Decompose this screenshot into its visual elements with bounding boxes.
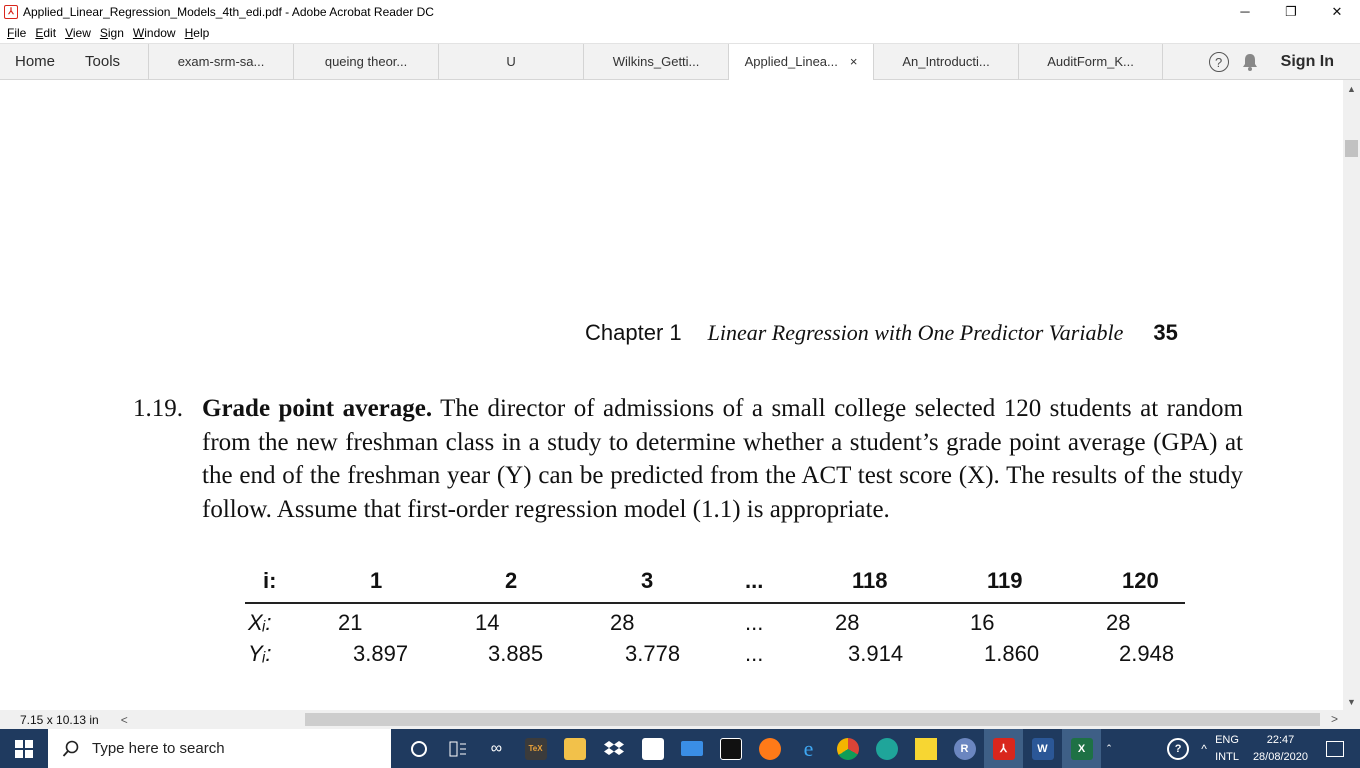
taskbar-search[interactable] (48, 729, 391, 768)
r-icon[interactable]: R (945, 729, 984, 768)
title-bar (0, 0, 1360, 23)
page-number: 35 (1153, 320, 1178, 345)
tab-bar-right (1209, 44, 1360, 80)
close-tab-icon[interactable]: × (849, 54, 858, 69)
running-head-chapter: Chapter 1 (585, 320, 682, 345)
excel-icon[interactable]: X (1062, 729, 1101, 768)
minimize-button[interactable]: ─ (1240, 4, 1250, 19)
input-language[interactable] (1215, 732, 1239, 766)
clock-time: 22:47 (1266, 733, 1295, 746)
doc-tab[interactable] (438, 44, 583, 80)
table-cell: 3.897 (353, 641, 409, 666)
scroll-up-icon[interactable]: ▲ (1347, 83, 1356, 94)
doc-tab[interactable] (148, 44, 293, 80)
doc-tab-label: Applied_Linea... (744, 54, 838, 69)
bell-icon[interactable] (1241, 52, 1259, 72)
doc-tab-active[interactable] (728, 44, 873, 80)
table-header-cell: 3 (641, 568, 654, 593)
document-view[interactable] (0, 80, 1343, 710)
store-icon[interactable] (633, 729, 672, 768)
table-cell: 3.778 (625, 641, 681, 666)
sign-in-button[interactable]: Sign In (1280, 53, 1334, 70)
horizontal-scroll-thumb[interactable] (305, 713, 1320, 726)
acrobat-icon: ⅄ (4, 5, 18, 19)
system-tray (1163, 729, 1360, 768)
table-cell: 3.885 (488, 641, 544, 666)
word-icon[interactable]: W (1023, 729, 1062, 768)
show-hidden-icons-chevron-icon[interactable]: ^ (1201, 741, 1207, 756)
search-icon (62, 740, 80, 758)
search-placeholder: Type here to search (92, 740, 225, 757)
menu-sign[interactable]: Sign (99, 26, 124, 40)
chrome-icon[interactable] (828, 729, 867, 768)
table-header-row (245, 568, 1185, 598)
tab-bar (0, 43, 1360, 80)
doc-tab[interactable] (293, 44, 438, 80)
menu-help[interactable]: Help (184, 26, 210, 40)
help-tray-icon[interactable]: ? (1163, 729, 1193, 768)
doc-tab[interactable] (583, 44, 728, 80)
x-label: Xᵢ: (248, 610, 272, 635)
table-cell: 21 (338, 610, 363, 635)
dropbox-icon[interactable] (594, 729, 633, 768)
doc-tab-label: Wilkins_Getti... (612, 54, 700, 69)
doc-tab-label: AuditForm_K... (1047, 54, 1134, 69)
doc-tab-label: U (506, 54, 516, 69)
table-cell: 28 (610, 610, 635, 635)
doc-tab[interactable] (1018, 44, 1163, 80)
table-header-cell: 1 (370, 568, 383, 593)
windows-start-icon[interactable] (0, 729, 48, 768)
table-header-cell: ... (745, 568, 764, 593)
tab-tools[interactable]: Tools (85, 53, 121, 70)
taskbar (0, 729, 1360, 768)
close-window-button[interactable]: ✕ (1331, 3, 1343, 19)
menu-edit[interactable]: Edit (35, 26, 57, 40)
scroll-down-icon[interactable]: ▼ (1347, 696, 1356, 707)
clock[interactable] (1253, 732, 1308, 766)
table-cell: 1.860 (984, 641, 1040, 666)
menu-file[interactable]: File (7, 26, 27, 40)
menu-view[interactable]: View (65, 26, 91, 40)
help-icon[interactable]: ? (1209, 52, 1229, 72)
scroll-left-icon[interactable]: < (120, 712, 128, 727)
infinity-icon[interactable]: ∞ (490, 739, 503, 757)
menu-window[interactable]: Window (132, 26, 176, 40)
page-size-label: 7.15 x 10.13 in (20, 712, 99, 727)
window-controls (1222, 0, 1360, 23)
doc-tab-label: queing theor... (324, 54, 408, 69)
doc-tab-label: exam-srm-sa... (177, 54, 265, 69)
table-header-cell: 120 (1122, 568, 1159, 593)
restore-button[interactable]: ❐ (1285, 3, 1297, 19)
internet-explorer-icon[interactable]: e (803, 735, 814, 761)
scroll-right-icon[interactable]: > (1330, 712, 1338, 726)
table-cell: ... (745, 641, 764, 666)
window-title: Applied_Linear_Regression_Models_4th_edi.pdf - Adobe Acrobat Reader DC (23, 4, 434, 19)
task-view-icon[interactable] (438, 729, 477, 768)
taskbar-apps (399, 729, 1117, 768)
camera-app-icon[interactable] (711, 729, 750, 768)
page-header (585, 320, 1178, 346)
problem-text: The director of admissions of a small college selected 120 students at random from the new freshman class in a study to determine whether a student’s grade point average (GPA) at the end of the freshman year (Y) can be predicted from the ACT test score (X). The results of the study follow. Assume that first-order regression model (1.1) is appropriate. (202, 395, 1243, 523)
table-header-cell: 118 (852, 568, 888, 593)
problem-body (202, 392, 1243, 526)
table-rule (245, 602, 1185, 604)
table-cell: ... (745, 610, 764, 635)
table-header-cell: 119 (987, 568, 1023, 593)
taskbar-scroll-icon[interactable]: ⌃ (1105, 743, 1113, 753)
tex-app-icon[interactable]: TeX (516, 729, 555, 768)
file-explorer-icon[interactable] (555, 729, 594, 768)
vertical-scroll-thumb[interactable] (1345, 140, 1358, 157)
tab-home[interactable]: Home (15, 53, 56, 70)
table-row-y (245, 641, 1185, 672)
firefox-icon[interactable] (750, 729, 789, 768)
running-head-title: Linear Regression with One Predictor Variable (707, 320, 1124, 345)
table-cell: 14 (475, 610, 500, 635)
table-cell: 28 (1106, 610, 1131, 635)
doc-tab-label: An_Introducti... (902, 54, 990, 69)
status-bar (0, 710, 1360, 729)
vertical-scrollbar[interactable] (1343, 80, 1360, 710)
mail-icon[interactable] (672, 729, 711, 768)
table-cell: 28 (835, 610, 860, 635)
table-row-x (245, 610, 1185, 641)
data-table (245, 568, 1185, 672)
problem-number: 1.19. (133, 395, 183, 422)
notifications-icon[interactable] (1326, 741, 1344, 757)
table-cell: 3.914 (848, 641, 904, 666)
table-header-cell: i: (263, 568, 277, 593)
lang-top: ENG (1215, 733, 1239, 746)
doc-tab[interactable] (873, 44, 1018, 80)
problem-block (133, 392, 1243, 526)
table-cell: 2.948 (1119, 641, 1175, 666)
sticky-notes-icon[interactable] (906, 729, 945, 768)
problem-heading: Grade point average. (202, 395, 433, 422)
edge-icon[interactable] (867, 729, 906, 768)
clock-date: 28/08/2020 (1252, 750, 1308, 763)
table-cell: 16 (970, 610, 995, 635)
acrobat-taskbar-icon[interactable]: ⅄ (984, 729, 1023, 768)
lang-bottom: INTL (1215, 750, 1239, 763)
menu-bar (0, 23, 1360, 43)
y-label: Yᵢ: (248, 641, 272, 666)
cortana-icon[interactable] (399, 729, 438, 768)
table-header-cell: 2 (505, 568, 518, 593)
